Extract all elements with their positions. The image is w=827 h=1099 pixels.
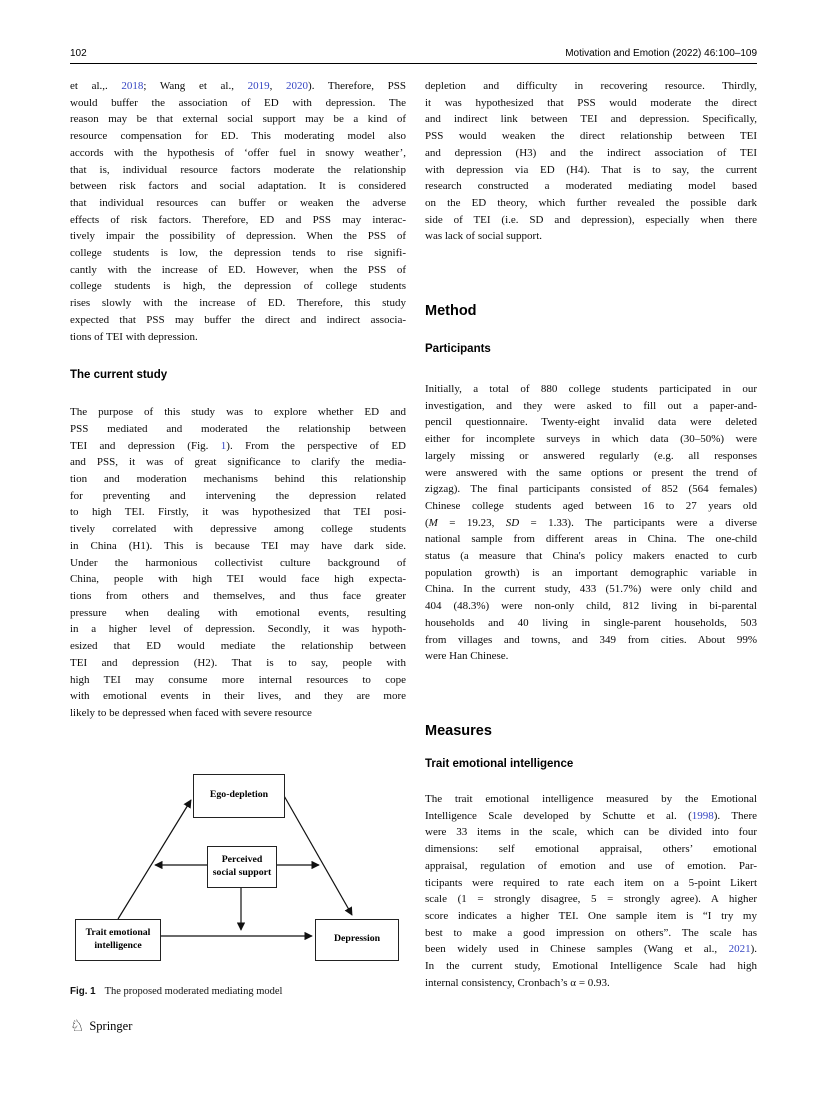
citation-link[interactable]: 2020 xyxy=(286,80,309,92)
text-line: that is, individual resource factors moderate the relationship xyxy=(70,163,406,176)
text-line: college students is low, the depression tends to rise signifi- xyxy=(70,247,406,260)
citation-link[interactable]: 2018 xyxy=(121,80,144,92)
text-line: effects of risk factors. Therefore, ED and PSS may interac- xyxy=(70,213,406,226)
text-line: tion and moderation mechanisms behind this relationship xyxy=(70,473,406,486)
figure-1-diagram xyxy=(70,769,406,965)
text-line: Under the harmonious collectivist culture background of xyxy=(70,556,406,569)
page-number: 102 xyxy=(70,48,87,59)
text-line: to high TEI. Firstly, it was hypothesized that TEI posi- xyxy=(70,506,406,519)
right-column xyxy=(425,78,757,991)
springer-knight-logo-icon: ♘ xyxy=(70,1016,85,1035)
text-line: status (a measure that China's policy makers enacted to curb xyxy=(425,550,757,563)
node-ego-depletion xyxy=(193,774,285,818)
text-line: national sample from different areas in China. The one-child xyxy=(425,533,757,546)
text-line: best to make a good impression on others”. The scale has xyxy=(425,926,757,939)
node-label: Trait emotional xyxy=(85,927,151,939)
text-line: between risk factors and social adaptation. It is considered xyxy=(70,180,406,193)
text-line: were 33 items in the scale, which can be divided into four xyxy=(425,826,757,839)
text-line: research constructed a moderated mediating model based xyxy=(425,180,757,193)
text-line: China, people with high TEI would face high expecta- xyxy=(70,573,406,586)
paragraph xyxy=(425,78,757,245)
text-line: been widely used in Chinese samples (Wang et al., 2021). xyxy=(425,943,757,956)
text-line: China. In the current study, 433 (51.7%) were only child and xyxy=(425,583,757,596)
springer-wordmark: Springer xyxy=(89,1018,133,1033)
text-line: were Han Chinese. xyxy=(425,650,509,663)
text-line: pressure when dealing with emotional events, resulting xyxy=(70,606,406,619)
left-column xyxy=(70,78,406,999)
journal-reference: Motivation and Emotion (2022) 46:100–109 xyxy=(565,48,757,59)
section-heading-trait-emotional-intelligence: Trait emotional intelligence xyxy=(425,757,574,770)
text-line: internal consistency, Cronbach’s α = 0.93. xyxy=(425,976,610,989)
text-line: with depression via ED (H4). That is to say, the current xyxy=(425,163,757,176)
node-trait-emotional-intelligence xyxy=(75,919,161,961)
arrow-ego-to-depression xyxy=(283,794,352,915)
text-line: cantly with the increase of ED. However, when the PSS of xyxy=(70,263,406,276)
text-line: TEI and depression (H2). That is to say, people with xyxy=(70,656,406,669)
text-line: tively impair the possibility of depression. When the PSS of xyxy=(70,230,406,243)
text-line: were answered with the same options or present the trend of xyxy=(425,466,757,479)
text-line: 404 (48.3%) were non-only child, 812 living in bi-parental xyxy=(425,600,757,613)
figure-caption xyxy=(70,985,406,999)
text-line: ticipants were required to rate each item on a 5-point Likert xyxy=(425,876,757,889)
text-line: In the current study, Emotional Intelligence Scale had high xyxy=(425,960,757,973)
node-depression xyxy=(315,919,399,961)
node-label: Ego-depletion xyxy=(209,789,269,801)
text-line: Intelligence Scale developed by Schutte et al. (1998). There xyxy=(425,809,757,822)
text-line: scale (1 = strongly disagree, 5 = strongly agree). A higher xyxy=(425,893,757,906)
text-line: The trait emotional intelligence measured by the Emotional xyxy=(425,792,757,805)
paragraph xyxy=(70,404,406,721)
text-line: esized that ED would mediate the relationship between xyxy=(70,640,406,653)
citation-link[interactable]: 2021 xyxy=(728,943,751,956)
text-line: either for incomplete surveys in which data (30–50%) were xyxy=(425,433,757,446)
section-heading-participants: Participants xyxy=(425,343,491,356)
text-line: PSS mediated and moderated the relationship between xyxy=(70,422,406,435)
text-line: reason may be that external social support may be a kind of xyxy=(70,113,406,126)
text-line: Chinese college students aged between 16 to 27 years old xyxy=(425,499,757,512)
text-line: (M = 19.23, SD = 1.33). The participants were a diverse xyxy=(425,516,757,529)
citation-link[interactable]: 1998 xyxy=(691,809,714,822)
node-label: Depression xyxy=(333,933,381,945)
citation-link[interactable]: 2019 xyxy=(247,80,270,92)
section-heading-method: Method xyxy=(425,303,477,320)
publisher-footer xyxy=(70,1018,132,1034)
text-line: investigation, and they were asked to fill out a paper-and- xyxy=(425,399,757,412)
text-line: pencil questionnaire. Twenty-eight invalid data were deleted xyxy=(425,416,757,429)
text-line: high TEI may consume more internal resources to cope xyxy=(70,673,406,686)
text-line: dimensions: self emotional appraisal, others’ emotional xyxy=(425,843,757,856)
text-line: tions from others and themselves, and thus face greater xyxy=(70,589,406,602)
text-line: et al.,. 2018; Wang et al., 2019, 2020). Therefore, PSS xyxy=(70,80,406,92)
text-line: PSS would weaken the direct relationship between TEI xyxy=(425,130,757,143)
text-line: households and 40 living in single-parent households, 503 xyxy=(425,616,757,629)
text-line: and PSS, it was of great significance to clarify the media- xyxy=(70,456,406,469)
text-line: side of TEI (i.e. SD and depression), especially when there xyxy=(425,213,757,226)
text-line: in a higher level of depression. Secondly, it was hypoth- xyxy=(70,623,406,636)
page-header xyxy=(70,40,757,64)
text-line: appraisal, regulation of emotion and use of emotion. Par- xyxy=(425,859,757,872)
text-line: TEI and depression (Fig. 1). From the perspective of ED xyxy=(70,439,406,452)
paragraph xyxy=(425,381,757,665)
text-line: that individual resources can buffer or weaken the adverse xyxy=(70,196,406,209)
section-heading-measures: Measures xyxy=(425,722,492,739)
text-line: was lack of social support. xyxy=(425,230,542,243)
text-line: from villages and towns, and 349 from cities. About 99% xyxy=(425,633,757,646)
text-line: with emotional events in their lives, and they are more xyxy=(70,690,406,703)
text-line: and indirect link between TEI and depression. Specifically, xyxy=(425,113,757,126)
text-line: tions of TEI with depression. xyxy=(70,330,198,343)
text-line: in China (H1). This is because TEI may have dark side. xyxy=(70,539,406,552)
text-line: tively correlated with depressive among college students xyxy=(70,523,406,536)
text-line: accords with the hypothesis of ‘offer fuel in snowy weather’, xyxy=(70,146,406,159)
section-heading-current-study: The current study xyxy=(70,369,168,382)
paragraph xyxy=(70,78,406,345)
text-line: largely missing or answered regularly (e.g. all responses xyxy=(425,449,757,462)
node-perceived-social-support xyxy=(207,846,277,888)
text-line: Initially, a total of 880 college students participated in our xyxy=(425,383,757,396)
text-line: zigzag). The final participants consisted of 852 (564 females) xyxy=(425,483,757,496)
figure-caption-label: Fig. 1 xyxy=(70,985,96,997)
text-line: depletion and difficulty in recovering resource. Thirdly, xyxy=(425,80,757,92)
text-line: score indicates a higher TEI. One sample item is “I try my xyxy=(425,909,757,922)
citation-link[interactable]: 1 xyxy=(220,439,227,452)
text-line: it was hypothesized that PSS would moderate the direct xyxy=(425,96,757,109)
text-line: for preventing and intervening the depression related xyxy=(70,489,406,502)
node-label: intelligence xyxy=(94,939,142,951)
arrow-tei-to-ego xyxy=(118,800,191,919)
text-line: likely to be depressed when faced with severe resource xyxy=(70,706,312,719)
text-line: expected that PSS may buffer the direct and indirect associa- xyxy=(70,313,406,326)
node-label: social support xyxy=(212,866,272,878)
figure-caption-text: The proposed moderated mediating model xyxy=(104,985,283,997)
paragraph xyxy=(425,791,757,991)
text-line: would buffer the association of ED with depression. The xyxy=(70,96,406,109)
text-line: and depression (H3) and the indirect association of TEI xyxy=(425,146,757,159)
node-label: Perceived xyxy=(221,854,263,866)
text-line: rises slowly with the increase of ED. Therefore, this study xyxy=(70,297,406,310)
text-line: The purpose of this study was to explore whether ED and xyxy=(70,406,406,419)
text-line: population growth) is an important demographic variable in xyxy=(425,566,757,579)
text-line: resource compensation for ED. This moderating model also xyxy=(70,130,406,143)
text-line: on the ED theory, which further revealed the possible dark xyxy=(425,196,757,209)
text-line: college students is high, the depression of college students xyxy=(70,280,406,293)
